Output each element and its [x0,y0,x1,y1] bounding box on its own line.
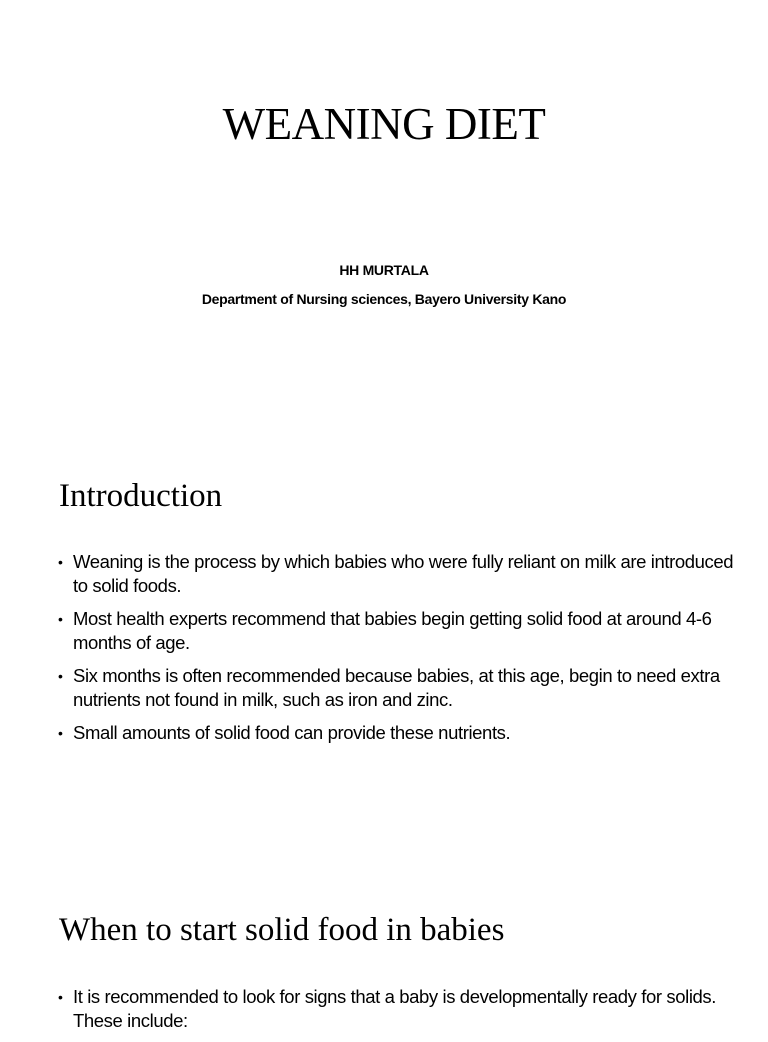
author-affiliation: Department of Nursing sciences, Bayero University Kano [201,291,567,307]
list-item: • Small amounts of solid food can provide these nutrients. [58,721,738,745]
list-item: • It is recommended to look for signs that a baby is developmentally ready for solids. These include: [58,985,738,1033]
slide-heading: When to start solid food in babies [59,912,505,948]
author-name: HH MURTALA [339,262,429,278]
bullet-list [58,550,738,754]
list-item: • Six months is often recommended because babies, at this age, begin to need extra nutrients not found in milk, such as iron and zinc. [58,664,738,712]
list-item: • Weaning is the process by which babies who were fully reliant on milk are introduced to solid foods. [58,550,738,598]
bullet-list [58,985,738,1042]
slide-heading: Introduction [59,478,223,514]
list-item: • Most health experts recommend that babies begin getting solid food at around 4-6 months of age. [58,607,738,655]
presentation-title: WEANING DIET [222,99,546,149]
